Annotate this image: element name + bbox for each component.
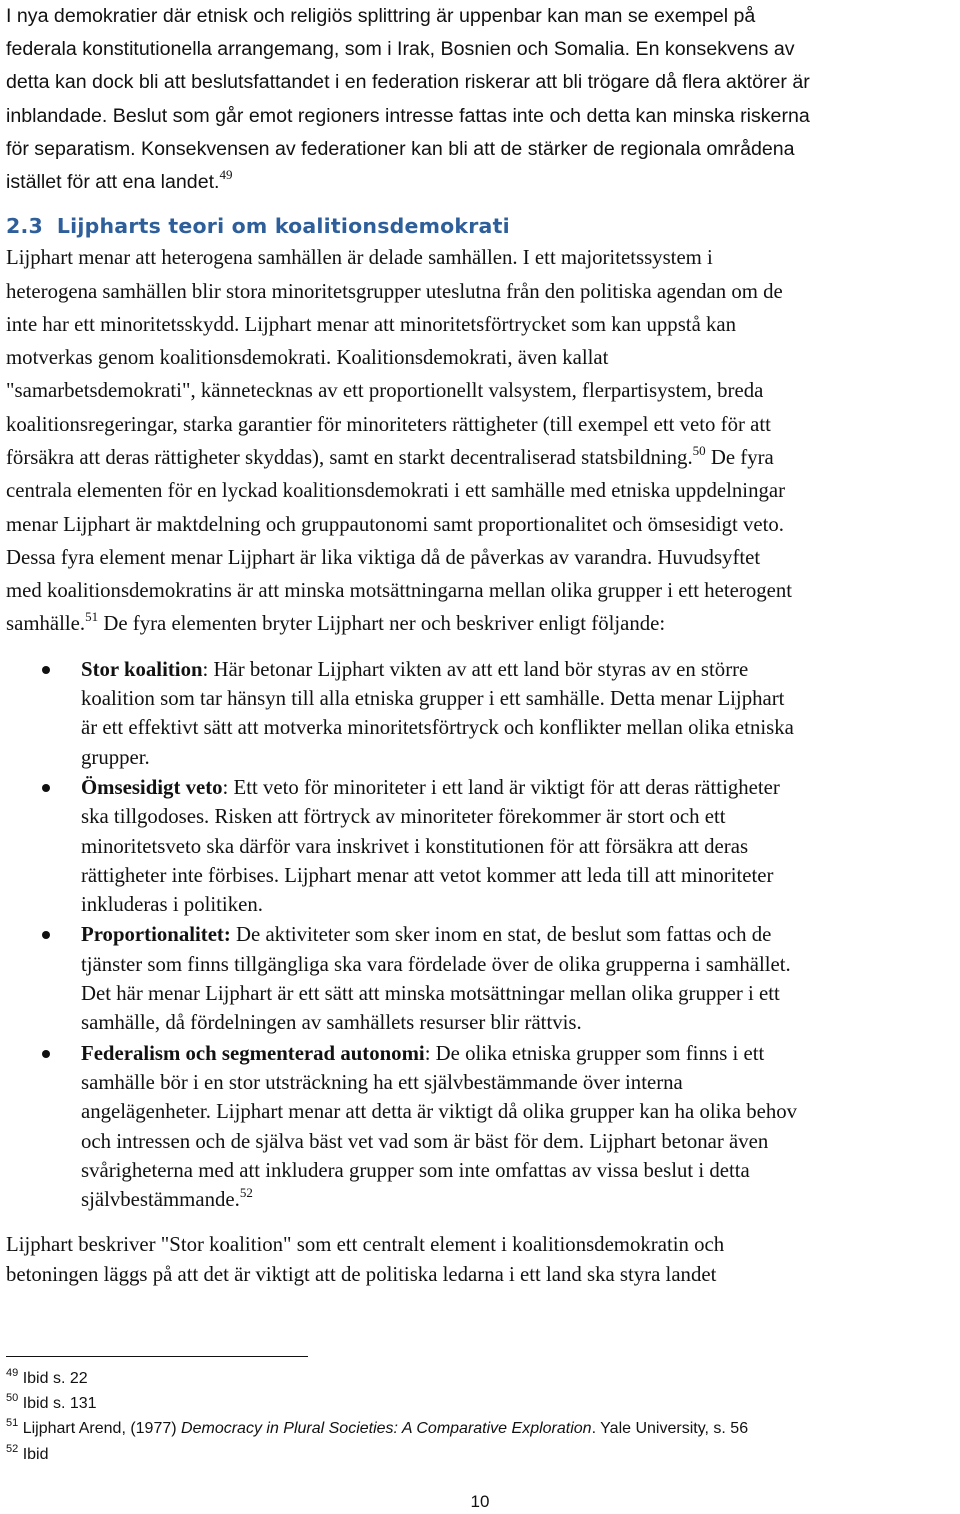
text-line: tjänster som finns tillgängliga ska vara fördelade över de olika grupperna i samhället. (81, 952, 791, 976)
list-item (6, 773, 960, 919)
section-title: Lijpharts teori om koalitionsdemokrati (56, 214, 510, 239)
text-line: försäkra att deras rättigheter skyddas), samt en starkt decentraliserad statsbildning. (6, 446, 693, 469)
text-line: Lijphart beskriver "Stor koalition" som ett centralt element i koalitionsdemokratin och (6, 1233, 725, 1257)
text-line: De olika etniska grupper som finns i ett (430, 1041, 765, 1065)
text-line: svårigheterna med att inkludera grupper som inte omfattas av vissa beslut i detta (81, 1158, 750, 1182)
bullet-icon (42, 1050, 50, 1058)
text-line: Här betonar Lijphart vikten av att ett land bör styras av en större (208, 657, 749, 681)
bullet-list-elements (6, 655, 960, 1215)
section-heading (6, 213, 960, 239)
footnote-text: Ibid s. 131 (22, 1395, 97, 1413)
text-line: motverkas genom koalitionsdemokrati. Koalitionsdemokrati, även kallat (6, 346, 609, 370)
text-line: Ett veto för minoriteter i ett land är viktigt för att deras rättigheter (228, 775, 780, 799)
footnote-text: Ibid s. 22 (22, 1370, 88, 1387)
text-line: minoritetsveto ska därför vara inskrivet i konstitutionen för att försäkra att deras (81, 834, 749, 858)
text-line: koalitionsregeringar, starka garantier för minoriteters rättigheter (till exempel ett veto för att (6, 412, 771, 436)
text-line: inte har ett minoritetsskydd. Lijphart menar att minoritetsförtrycket som kan uppstå kan (6, 312, 737, 336)
footnote-number: 52 (6, 1442, 19, 1455)
text-line: inblandade. Beslut som går emot regioners intresse fattas inte och detta kan minska riskerna (6, 104, 810, 127)
footnote-50 (6, 1391, 748, 1416)
paragraph-koalitionsdemokrati (6, 241, 960, 641)
text-line: federala konstitutionella arrangemang, som i Irak, Bosnien och Somalia. En konsekvens av (6, 38, 795, 61)
footnote-number: 50 (6, 1392, 19, 1405)
text-line: rättigheter inte förbises. Lijphart menar att vetot kommer att leda till att minoriteter (81, 863, 774, 887)
footnote-52 (6, 1442, 748, 1467)
text-line: menar Lijphart är maktdelning och gruppautonomi samt proportionalitet och ömsesidigt veto. (6, 512, 784, 536)
footnote-ref-49[interactable]: 49 (219, 167, 233, 183)
text-line: samhälle. (6, 612, 86, 636)
term-separator: : (222, 775, 229, 799)
text-line: centrala elementen för en lyckad koalitionsdemokrati i ett samhälle med etniska uppdelningar (6, 479, 786, 503)
term: Proportionalitet: (81, 923, 231, 947)
bullet-icon (42, 784, 50, 792)
footnote-separator (6, 1356, 308, 1357)
text-line: Det här menar Lijphart är ett sätt att minska motsättningar mellan olika grupper i ett (81, 982, 780, 1006)
bullet-icon (42, 931, 50, 939)
document-page (6, 0, 960, 1289)
text-line: De fyra elementen bryter Lijphart ner och beskriver enligt följande: (98, 612, 666, 636)
text-line: är ett effektivt sätt att motverka minoritetsförtryck och konflikter mellan olika etniska (81, 716, 794, 740)
footnote-51 (6, 1416, 748, 1441)
term-separator: : (424, 1041, 431, 1065)
text-line: och intressen och de själva bäst vet vad som är bäst för dem. Lijphart betonar även (81, 1129, 769, 1153)
footnote-text: Lijphart Arend, (1977) (22, 1420, 182, 1438)
text-line: ska tillgodoses. Risken att förtryck av minoriteter förekommer är stort och ett (81, 805, 726, 829)
paragraph-stor-koalition (6, 1230, 960, 1289)
term-separator: : (202, 657, 209, 681)
footnote-ref-51[interactable]: 51 (85, 609, 99, 625)
term: Stor koalition (81, 657, 203, 681)
footnote-book-title: Democracy in Plural Societies: A Comparative Exploration (181, 1420, 592, 1438)
text-line: detta kan dock bli att beslutsfattandet i en federation riskerar att bli trögare då flera aktörer är (6, 71, 810, 94)
list-item (6, 920, 960, 1037)
footnote-number: 49 (6, 1367, 19, 1379)
text-line: betoningen läggs på att det är viktigt att de politiska ledarna i ett land ska styra landet (6, 1262, 717, 1286)
footnote-text: Ibid (22, 1445, 49, 1463)
list-item (6, 1039, 960, 1215)
text-line: heterogena samhällen blir stora minoritetsgrupper uteslutna från den politiska agendan om de (6, 279, 783, 303)
text-line: för separatism. Konsekvensen av federationer kan bli att de stärker de regionala områdena (6, 137, 795, 160)
text-line: angelägenheter. Lijphart menar att detta är viktigt då olika grupper kan ha olika behov (81, 1100, 798, 1124)
footnote-ref-52[interactable]: 52 (239, 1185, 253, 1201)
footnotes (6, 1366, 748, 1467)
footnote-49 (6, 1366, 748, 1391)
text-line: De aktiviteter som sker inom en stat, de beslut som fattas och de (230, 923, 772, 947)
text-line: med koalitionsdemokratins är att minska motsättningarna mellan olika grupper i ett heterogent (6, 579, 793, 603)
page-number: 10 (470, 1492, 490, 1511)
text-line: självbestämmande. (81, 1188, 240, 1212)
term: Federalism och segmenterad autonomi (81, 1041, 425, 1065)
text-line: I nya demokratier där etnisk och religiös splittring är uppenbar kan man se exempel på (6, 5, 756, 27)
section-number: 2.3 (6, 214, 43, 239)
footnote-text: . Yale University, s. 56 (591, 1420, 749, 1438)
text-line: De fyra (705, 446, 774, 469)
bullet-icon (42, 666, 50, 674)
text-line: koalition som tar hänsyn till alla etniska grupper i ett samhälle. Detta menar Lijphart (81, 687, 785, 711)
list-item (6, 655, 960, 772)
text-line: istället för att ena landet. (6, 171, 220, 194)
footnote-ref-50[interactable]: 50 (692, 443, 706, 458)
text-line: inkluderas i politiken. (81, 893, 263, 917)
text-line: "samarbetsdemokrati", kännetecknas av ett proportionellt valsystem, flerpartisystem, breda (6, 379, 764, 403)
text-line: Dessa fyra element menar Lijphart är lika viktiga då de påverkas av varandra. Huvudsyftet (6, 545, 761, 569)
term: Ömsesidigt veto (81, 775, 223, 799)
text-line: grupper. (81, 745, 150, 769)
text-line: samhälle bör i en stor utsträckning ha ett självbestämmande över interna (81, 1070, 683, 1094)
text-line: Lijphart menar att heterogena samhällen är delade samhällen. I ett majoritetssystem i (6, 246, 713, 270)
paragraph-federalism (6, 0, 960, 199)
footnote-number: 51 (6, 1417, 19, 1430)
text-line: samhälle, då fördelningen av samhällets resurser blir rättvis. (81, 1011, 582, 1035)
